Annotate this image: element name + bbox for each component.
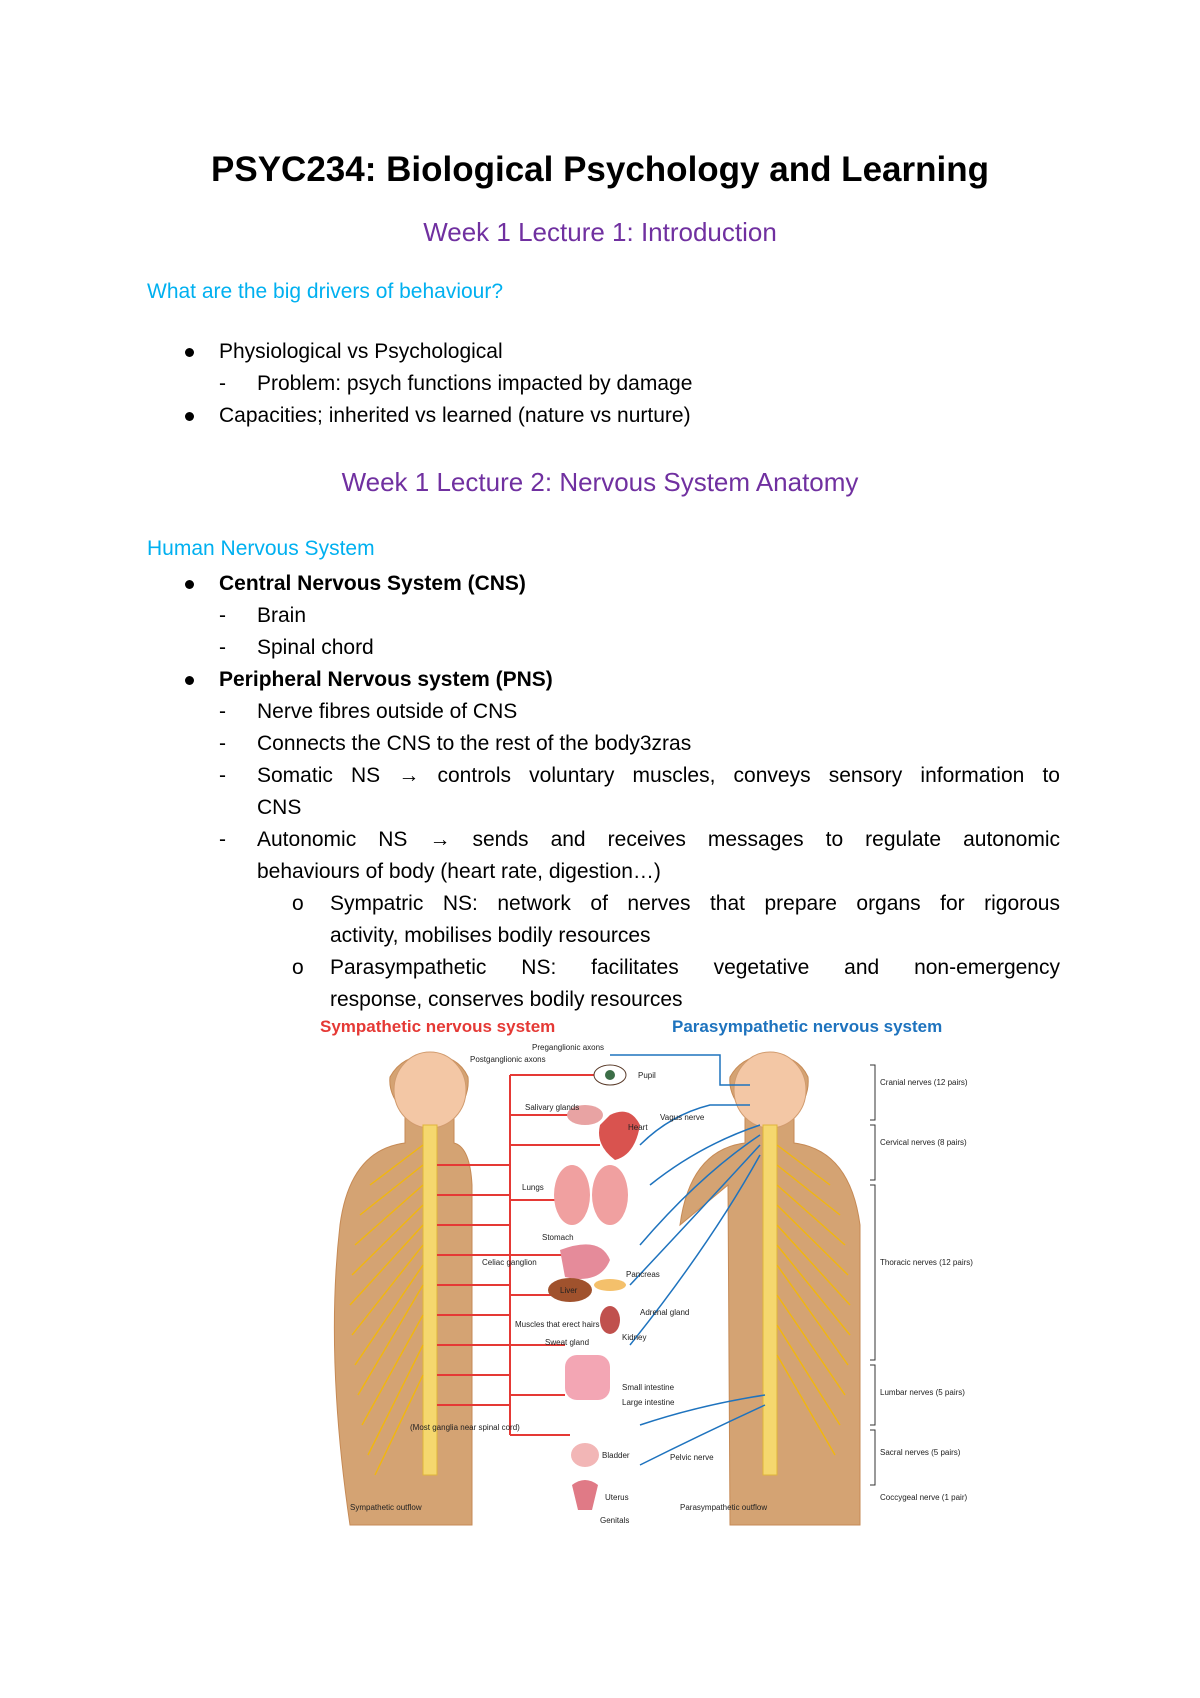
somatic-line-1: Somatic NS → controls voluntary muscles, conveys sensory information to [257,764,1060,787]
label-kidney: Kidney [622,1333,647,1342]
list-item: Problem: psych functions impacted by damage [257,372,693,395]
label-pelvic: Pelvic nerve [670,1453,714,1462]
dash-icon: - [219,732,226,755]
list-item: Nerve fibres outside of CNS [257,700,518,723]
label-para-outflow: Parasympathetic outflow [680,1503,768,1512]
dash-icon: - [219,764,226,787]
circle-bullet-icon: o [292,892,304,915]
dash-icon: - [219,372,226,395]
label-thoracic: Thoracic nerves (12 pairs) [880,1258,973,1267]
label-heart: Heart [628,1123,648,1132]
label-pancreas: Pancreas [626,1270,660,1279]
label-small-intestine: Small intestine [622,1383,675,1392]
right-brain-icon [734,1052,806,1128]
dash-icon: - [219,828,226,851]
label-sweat: Sweat gland [545,1338,590,1347]
list-item: Physiological vs Psychological [219,340,503,363]
bullet-icon [185,580,194,589]
parasympathetic-title: Parasympathetic nervous system [672,1017,943,1036]
sympatric-line-1: Sympatric NS: network of nerves that prepare organs for rigorous [330,892,1060,915]
pns-label: Peripheral Nervous system (PNS) [219,668,553,691]
label-muscles-hair: Muscles that erect hairs [515,1320,600,1329]
autonomic-line-2: behaviours of body (heart rate, digestion…) [257,860,661,883]
lecture-1-heading: Week 1 Lecture 1: Introduction [423,217,777,247]
right-lung-icon [592,1165,628,1225]
pancreas-icon [594,1279,626,1291]
left-body-silhouette [334,1055,472,1525]
dash-icon: - [219,700,226,723]
label-pupil: Pupil [638,1071,656,1080]
label-lungs: Lungs [522,1183,544,1192]
label-preganglionic: Preganglionic axons [532,1043,605,1052]
bullet-icon [185,348,194,357]
sympatric-line-2: activity, mobilises bodily resources [330,924,651,947]
bladder-icon [571,1443,599,1467]
left-brain-icon [394,1052,466,1128]
nerve-brackets [870,1065,875,1485]
bullet-icon [185,412,194,421]
list-item: Spinal chord [257,636,374,659]
label-uterus: Uterus [605,1493,629,1502]
label-cervical: Cervical nerves (8 pairs) [880,1138,967,1147]
circle-bullet-icon: o [292,956,304,979]
label-large-intestine: Large intestine [622,1398,675,1407]
heart-icon [599,1112,640,1160]
dash-icon: - [219,636,226,659]
label-cranial: Cranial nerves (12 pairs) [880,1078,968,1087]
label-symp-outflow: Sympathetic outflow [350,1503,422,1512]
lecture-2-heading: Week 1 Lecture 2: Nervous System Anatomy [341,467,859,497]
uterus-icon [572,1480,598,1510]
somatic-line-2: CNS [257,796,302,819]
autonomic-line-1: Autonomic NS → sends and receives messages to regulate autonomic [257,828,1060,851]
dash-icon: - [219,604,226,627]
label-sacral: Sacral nerves (5 pairs) [880,1448,961,1457]
section-nervous-system-heading: Human Nervous System [147,537,375,560]
label-adrenal: Adrenal gland [640,1308,690,1317]
intestine-icon [565,1355,610,1400]
parasympathetic-line-1: Parasympathetic NS: facilitates vegetative and non-emergency [330,956,1060,979]
label-vagus: Vagus nerve [660,1113,705,1122]
label-stomach: Stomach [542,1233,574,1242]
list-item: Brain [257,604,307,627]
list-item: Connects the CNS to the rest of the body3zras [257,732,692,755]
sympathetic-title: Sympathetic nervous system [320,1017,556,1036]
nervous-system-diagram [310,1015,990,1550]
label-bladder: Bladder [602,1451,630,1460]
section-drivers-heading: What are the big drivers of behaviour? [147,280,504,303]
label-coccygeal: Coccygeal nerve (1 pair) [880,1493,968,1502]
page-title: PSYC234: Biological Psychology and Learning [211,150,989,189]
label-lumbar: Lumbar nerves (5 pairs) [880,1388,965,1397]
label-ganglia: (Most ganglia near spinal cord) [410,1423,520,1432]
label-genitals: Genitals [600,1516,630,1525]
bullet-icon [185,676,194,685]
label-celiac: Celiac ganglion [482,1258,537,1267]
label-postganglionic: Postganglionic axons [470,1055,546,1064]
label-salivary: Salivary glands [525,1103,580,1112]
list-item: Capacities; inherited vs learned (nature vs nurture) [219,404,691,427]
parasympathetic-line-2: response, conserves bodily resources [330,988,683,1011]
cns-label: Central Nervous System (CNS) [219,572,526,595]
kidney-icon [600,1306,620,1334]
left-lung-icon [554,1165,590,1225]
label-liver: Liver [560,1286,578,1295]
stomach-icon [560,1244,610,1279]
right-spinal-cord [763,1125,777,1475]
